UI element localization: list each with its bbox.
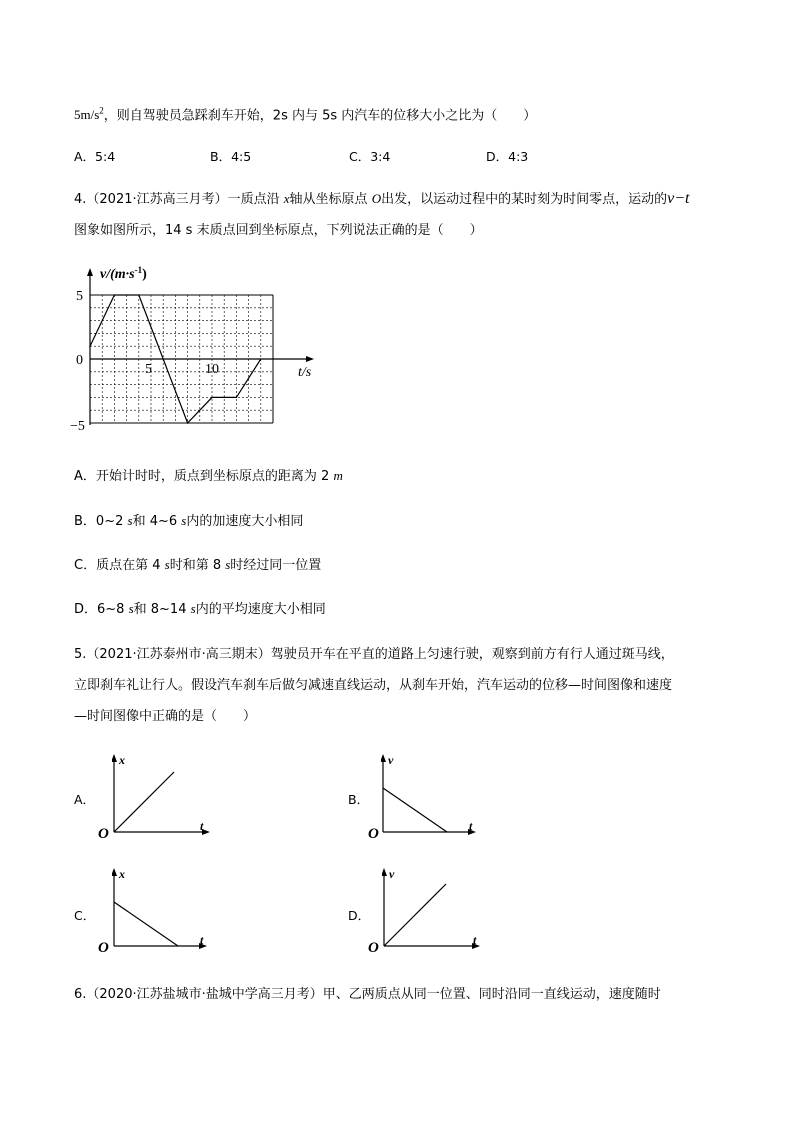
q5-stem-line1: 5.（2021·江苏泰州市·高三期末）驾驶员开车在平直的道路上匀速行驶，观察到前方有行人通过斑马线， bbox=[74, 647, 674, 662]
q3-stem bbox=[74, 102, 536, 125]
vt-data-point bbox=[236, 397, 237, 398]
y-axis-arrow bbox=[87, 268, 93, 276]
q5-c-x-axis-label: t bbox=[200, 933, 204, 947]
q3-option-c[interactable]: C．3:4 bbox=[349, 149, 391, 164]
q4-option-b[interactable]: B．0~2 s和 4~6 s内的加速度大小相同 bbox=[74, 513, 304, 529]
q3-unit: $5m/s^2$ bbox=[74, 106, 104, 123]
q3-option-a[interactable]: A．5:4 bbox=[74, 149, 116, 164]
q4-stem-line2: 图象如图所示，14 s 末质点回到坐标原点，下列说法正确的是（ ） bbox=[74, 223, 483, 238]
q5-b-y-axis-label: v bbox=[388, 753, 394, 767]
q5-c-origin: O bbox=[98, 940, 109, 956]
vt-data-point bbox=[114, 294, 115, 295]
q5-a-line bbox=[114, 772, 174, 832]
q5-d-origin: O bbox=[368, 940, 379, 956]
q4-origin-var: O bbox=[371, 191, 382, 206]
q5-option-d-label[interactable]: D． bbox=[348, 908, 371, 923]
q3-option-b[interactable]: B．4:5 bbox=[210, 149, 252, 164]
q5-d-y-axis-label: v bbox=[389, 867, 395, 881]
q5-a-y-axis-label: x bbox=[119, 753, 125, 767]
q5-c-line bbox=[114, 902, 178, 946]
q5-option-c-label[interactable]: C． bbox=[74, 908, 96, 923]
vt-data-point bbox=[260, 358, 261, 359]
q5-c-y-axis-label: x bbox=[119, 867, 125, 881]
q4-graph-axes bbox=[87, 268, 314, 425]
q4-x-var: x bbox=[283, 191, 290, 206]
q5-option-b-graph[interactable] bbox=[381, 752, 486, 842]
q4-vt-graph bbox=[60, 262, 330, 447]
q5-b-line bbox=[383, 788, 447, 832]
vt-data-point bbox=[138, 294, 139, 295]
q5-d-line bbox=[384, 884, 446, 946]
vt-data-point bbox=[89, 346, 90, 347]
q5-a-x-axis-label: t bbox=[200, 819, 204, 833]
q5-stem-line2: 立即刹车礼让行人。假设汽车刹车后做匀减速直线运动，从刹车开始，汽车运动的位移—时间图像和速度 bbox=[74, 678, 673, 693]
q4-x-tick-10: 10 bbox=[205, 362, 219, 377]
q6-stem-line1: 6.（2020·江苏盐城市·盐城中学高三月考）甲、乙两质点从同一位置、同时沿同一直线运动，速度随时 bbox=[74, 987, 661, 1002]
q4-stem-line1: 4.（2021·江苏高三月考）一质点沿 x轴从坐标原点 O出发，以运动过程中的某时刻为时间零点，运动的v−t bbox=[74, 190, 690, 207]
q5-option-c-graph[interactable] bbox=[112, 866, 217, 956]
vt-data-point bbox=[187, 422, 188, 423]
q5-d-x-axis-label: t bbox=[473, 933, 477, 947]
q5-a-origin: O bbox=[98, 826, 109, 842]
q4-option-d[interactable]: D．6~8 s和 8~14 s内的平均速度大小相同 bbox=[74, 601, 326, 617]
q4-y-tick-0: 0 bbox=[76, 353, 83, 368]
q3-option-d[interactable]: D．4:3 bbox=[486, 149, 529, 164]
q5-option-a-graph[interactable] bbox=[112, 752, 217, 842]
q4-y-tick-5: 5 bbox=[76, 289, 83, 304]
q4-option-c[interactable]: C．质点在第 4 s时和第 8 s时经过同一位置 bbox=[74, 557, 322, 573]
q5-b-origin: O bbox=[368, 826, 379, 842]
q4-graph-x-label: t/s bbox=[298, 365, 312, 380]
q5-stem-line3: —时间图像中正确的是（ ） bbox=[74, 709, 257, 724]
q5-option-d-graph[interactable] bbox=[382, 864, 487, 954]
q4-option-a[interactable]: A．开始计时时，质点到坐标原点的距离为 2 m bbox=[74, 468, 343, 484]
q5-option-a-label[interactable]: A． bbox=[74, 792, 96, 807]
q5-option-b-label[interactable]: B． bbox=[348, 792, 370, 807]
q3-stem-text: ，则自驾驶员急踩刹车开始，2s 内与 5s 内汽车的位移大小之比为（ ） bbox=[103, 108, 537, 124]
vt-data-point bbox=[211, 397, 212, 398]
q4-x-tick-5: 5 bbox=[145, 362, 152, 377]
q4-y-tick-neg5: −5 bbox=[70, 419, 85, 434]
x-axis-arrow bbox=[306, 356, 314, 362]
q4-vt-var: v−t bbox=[667, 190, 690, 207]
q5-b-x-axis-label: t bbox=[469, 819, 473, 833]
q4-graph-y-label: $v/(m\cdot s^{-1})$ bbox=[100, 265, 147, 282]
